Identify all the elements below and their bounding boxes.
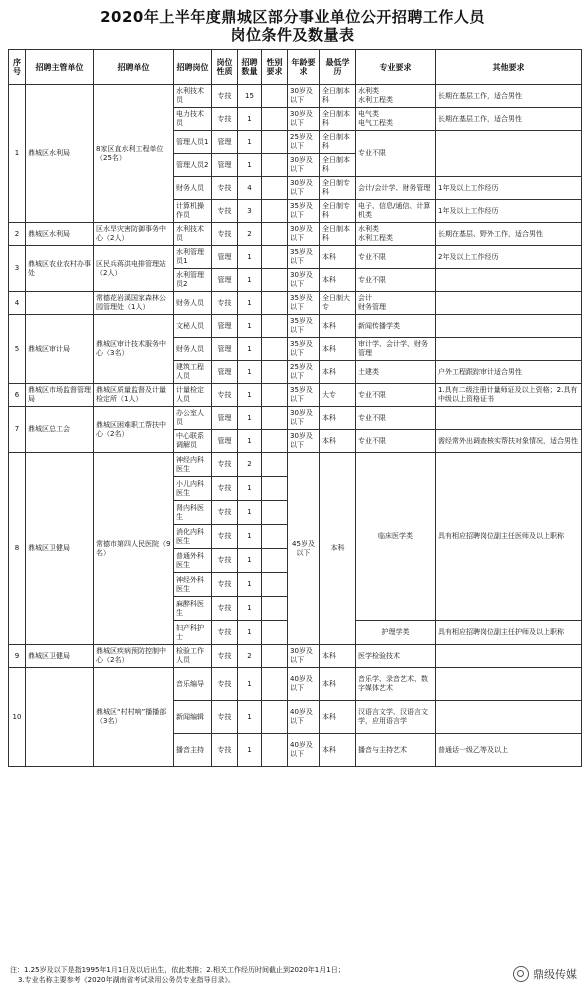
serial-number: 10 bbox=[9, 668, 26, 767]
post-name: 水利技术员 bbox=[174, 85, 212, 108]
post-type: 管理 bbox=[212, 407, 238, 430]
gender-cell bbox=[262, 525, 288, 549]
column-header: 招聘数量 bbox=[238, 50, 262, 85]
major-cell: 新闻传播学类 bbox=[356, 315, 436, 338]
post-count: 1 bbox=[238, 597, 262, 621]
age-cell: 30岁及以下 bbox=[288, 223, 320, 246]
education-cell: 本科 bbox=[320, 246, 356, 269]
post-count: 1 bbox=[238, 361, 262, 384]
post-type: 专技 bbox=[212, 501, 238, 525]
post-type: 专技 bbox=[212, 453, 238, 477]
post-count: 1 bbox=[238, 384, 262, 407]
gender-cell bbox=[262, 108, 288, 131]
table-row bbox=[9, 246, 582, 269]
gender-cell bbox=[262, 701, 288, 734]
post-count: 1 bbox=[238, 477, 262, 501]
department-cell bbox=[26, 292, 94, 315]
education-cell: 本科 bbox=[320, 645, 356, 668]
age-cell: 30岁及以下 bbox=[288, 430, 320, 453]
header-row bbox=[9, 50, 582, 85]
post-type: 管理 bbox=[212, 246, 238, 269]
education-cell: 本科 bbox=[320, 361, 356, 384]
other-cell: 需经常外出调查核实帮扶对象情况，适合男性 bbox=[436, 430, 582, 453]
gender-cell bbox=[262, 734, 288, 767]
organization-cell: 区水旱灾害防御事务中心（2人） bbox=[94, 223, 174, 246]
gender-cell bbox=[262, 549, 288, 573]
education-cell: 全日制本科 bbox=[320, 85, 356, 108]
department-cell: 鼎城区市场监督管理局 bbox=[26, 384, 94, 407]
other-cell bbox=[436, 645, 582, 668]
post-type: 管理 bbox=[212, 154, 238, 177]
other-cell bbox=[436, 269, 582, 292]
post-count: 1 bbox=[238, 407, 262, 430]
age-cell: 35岁及以下 bbox=[288, 315, 320, 338]
age-cell: 35岁及以下 bbox=[288, 246, 320, 269]
post-name: 普通外科医生 bbox=[174, 549, 212, 573]
other-cell: 1年及以上工作经历 bbox=[436, 200, 582, 223]
age-cell: 30岁及以下 bbox=[288, 269, 320, 292]
post-type: 管理 bbox=[212, 430, 238, 453]
age-cell: 30岁及以下 bbox=[288, 85, 320, 108]
age-cell: 25岁及以下 bbox=[288, 361, 320, 384]
serial-number: 7 bbox=[9, 407, 26, 453]
column-header: 性别要求 bbox=[262, 50, 288, 85]
post-name: 计算机操作员 bbox=[174, 200, 212, 223]
education-cell: 本科 bbox=[320, 338, 356, 361]
major-cell: 护理学类 bbox=[356, 621, 436, 645]
education-cell: 本科 bbox=[320, 269, 356, 292]
major-cell: 播音与主持艺术 bbox=[356, 734, 436, 767]
serial-number: 3 bbox=[9, 246, 26, 292]
major-cell: 土建类 bbox=[356, 361, 436, 384]
post-type: 专技 bbox=[212, 384, 238, 407]
serial-number: 1 bbox=[9, 85, 26, 223]
gender-cell bbox=[262, 131, 288, 154]
post-count: 15 bbox=[238, 85, 262, 108]
post-name: 消化内科医生 bbox=[174, 525, 212, 549]
post-count: 1 bbox=[238, 525, 262, 549]
organization-cell: 常德花岩溪国家森林公园管理处（1人） bbox=[94, 292, 174, 315]
post-name: 计量检定人员 bbox=[174, 384, 212, 407]
other-cell bbox=[436, 292, 582, 315]
serial-number: 6 bbox=[9, 384, 26, 407]
other-cell bbox=[436, 131, 582, 177]
organization-cell: 鼎城区疾病预防控制中心（2名） bbox=[94, 645, 174, 668]
age-cell: 40岁及以下 bbox=[288, 701, 320, 734]
other-cell: 1年及以上工作经历 bbox=[436, 177, 582, 200]
major-cell: 专业不限 bbox=[356, 407, 436, 430]
major-cell: 水利类 水利工程类 bbox=[356, 223, 436, 246]
table-row bbox=[9, 407, 582, 430]
department-cell: 鼎城区水利局 bbox=[26, 85, 94, 223]
document-subtitle: 岗位条件及数量表 bbox=[230, 26, 355, 44]
major-cell: 会计 财务管理 bbox=[356, 292, 436, 315]
major-cell: 专业不限 bbox=[356, 246, 436, 269]
post-name: 水利管理员2 bbox=[174, 269, 212, 292]
major-cell: 电气类 电气工程类 bbox=[356, 108, 436, 131]
gender-cell bbox=[262, 384, 288, 407]
department-cell: 鼎城区卫健局 bbox=[26, 453, 94, 645]
department-cell: 鼎城区农业农村办事处 bbox=[26, 246, 94, 292]
watermark bbox=[513, 966, 577, 982]
education-cell: 大专 bbox=[320, 384, 356, 407]
education-cell: 本科 bbox=[320, 315, 356, 338]
post-name: 水利管理员1 bbox=[174, 246, 212, 269]
gender-cell bbox=[262, 223, 288, 246]
post-name: 音乐编导 bbox=[174, 668, 212, 701]
post-type: 专技 bbox=[212, 597, 238, 621]
education-cell: 全日制本科 bbox=[320, 108, 356, 131]
post-name: 财务人员 bbox=[174, 338, 212, 361]
post-type: 管理 bbox=[212, 338, 238, 361]
post-type: 专技 bbox=[212, 525, 238, 549]
organization-cell: 鼎城区质量监督及计量检定所（1人） bbox=[94, 384, 174, 407]
other-cell: 具有相应招聘岗位副主任护师及以上职称 bbox=[436, 621, 582, 645]
post-type: 专技 bbox=[212, 621, 238, 645]
organization-cell: 鼎城区审计技术服务中心（3名） bbox=[94, 315, 174, 384]
post-type: 专技 bbox=[212, 477, 238, 501]
post-name: 管理人员1 bbox=[174, 131, 212, 154]
gender-cell bbox=[262, 501, 288, 525]
post-name: 肾内科医生 bbox=[174, 501, 212, 525]
organization-cell: 区民兵蒋洪电排管理站（2人） bbox=[94, 246, 174, 292]
column-header: 序号 bbox=[9, 50, 26, 85]
post-count: 1 bbox=[238, 108, 262, 131]
education-cell: 本科 bbox=[320, 430, 356, 453]
organization-cell: 鼎城区“村村响”播播部（3名） bbox=[94, 668, 174, 767]
major-cell: 专业不限 bbox=[356, 131, 436, 177]
department-cell: 鼎城区总工会 bbox=[26, 407, 94, 453]
post-count: 1 bbox=[238, 430, 262, 453]
age-cell: 30岁及以下 bbox=[288, 108, 320, 131]
post-count: 2 bbox=[238, 645, 262, 668]
document-title: 2020年上半年度鼎城区部分事业单位公开招聘工作人员 bbox=[100, 8, 485, 26]
other-cell bbox=[436, 315, 582, 338]
gender-cell bbox=[262, 597, 288, 621]
age-cell: 35岁及以下 bbox=[288, 292, 320, 315]
major-cell: 临床医学类 bbox=[356, 453, 436, 621]
post-count: 1 bbox=[238, 269, 262, 292]
other-cell: 普通话一级乙等及以上 bbox=[436, 734, 582, 767]
education-cell: 本科 bbox=[320, 453, 356, 645]
table-row bbox=[9, 384, 582, 407]
post-type: 专技 bbox=[212, 668, 238, 701]
watermark-logo-icon bbox=[513, 966, 529, 982]
post-name: 神经内科医生 bbox=[174, 453, 212, 477]
other-cell: 户外工程跟踪审计适合男性 bbox=[436, 361, 582, 384]
post-name: 新闻编辑 bbox=[174, 701, 212, 734]
gender-cell bbox=[262, 477, 288, 501]
post-type: 专技 bbox=[212, 573, 238, 597]
gender-cell bbox=[262, 645, 288, 668]
age-cell: 30岁及以下 bbox=[288, 177, 320, 200]
major-cell: 电子、信息/通信、计算机类 bbox=[356, 200, 436, 223]
post-count: 1 bbox=[238, 315, 262, 338]
column-header: 招聘岗位 bbox=[174, 50, 212, 85]
post-name: 妇产科护士 bbox=[174, 621, 212, 645]
age-cell: 35岁及以下 bbox=[288, 338, 320, 361]
education-cell: 全日制大专 bbox=[320, 292, 356, 315]
department-cell bbox=[26, 668, 94, 767]
serial-number: 2 bbox=[9, 223, 26, 246]
major-cell: 医学检验技术 bbox=[356, 645, 436, 668]
column-header: 其他要求 bbox=[436, 50, 582, 85]
post-type: 管理 bbox=[212, 131, 238, 154]
post-count: 1 bbox=[238, 621, 262, 645]
post-type: 专技 bbox=[212, 734, 238, 767]
table-row bbox=[9, 645, 582, 668]
serial-number: 4 bbox=[9, 292, 26, 315]
serial-number: 8 bbox=[9, 453, 26, 645]
age-cell: 45岁及以下 bbox=[288, 453, 320, 645]
post-type: 专技 bbox=[212, 200, 238, 223]
major-cell: 审计学、会计学、财务管理 bbox=[356, 338, 436, 361]
age-cell: 40岁及以下 bbox=[288, 668, 320, 701]
post-type: 专技 bbox=[212, 223, 238, 246]
education-cell: 全日制本科 bbox=[320, 223, 356, 246]
table-row bbox=[9, 668, 582, 701]
gender-cell bbox=[262, 573, 288, 597]
other-cell: 长期在基层工作，适合男性 bbox=[436, 108, 582, 131]
footnote bbox=[10, 965, 480, 985]
department-cell: 鼎城区审计局 bbox=[26, 315, 94, 384]
gender-cell bbox=[262, 430, 288, 453]
post-name: 管理人员2 bbox=[174, 154, 212, 177]
gender-cell bbox=[262, 177, 288, 200]
other-cell: 长期在基层工作，适合男性 bbox=[436, 85, 582, 108]
other-cell: 2年及以上工作经历 bbox=[436, 246, 582, 269]
post-count: 2 bbox=[238, 223, 262, 246]
post-name: 建筑工程人员 bbox=[174, 361, 212, 384]
post-name: 神经外科医生 bbox=[174, 573, 212, 597]
education-cell: 本科 bbox=[320, 407, 356, 430]
gender-cell bbox=[262, 269, 288, 292]
post-name: 文秘人员 bbox=[174, 315, 212, 338]
organization-cell: 常德市第四人民医院（9名） bbox=[94, 453, 174, 645]
post-name: 播音主持 bbox=[174, 734, 212, 767]
post-count: 1 bbox=[238, 701, 262, 734]
post-count: 1 bbox=[238, 338, 262, 361]
major-cell: 汉语言文学、汉语言文学，应用语言学 bbox=[356, 701, 436, 734]
major-cell: 音乐学、录音艺术、数字媒体艺术 bbox=[356, 668, 436, 701]
organization-cell: 8家区直水利工程单位（25名） bbox=[94, 85, 174, 223]
footnote-line: 注：1.25岁及以下是指1995年1月1日及以后出生，依此类推；2.相关工作经历时间截止到2020年1月1日； bbox=[10, 966, 345, 974]
department-cell: 鼎城区水利局 bbox=[26, 223, 94, 246]
education-cell: 本科 bbox=[320, 734, 356, 767]
column-header: 年龄要求 bbox=[288, 50, 320, 85]
post-type: 专技 bbox=[212, 701, 238, 734]
post-name: 水利技术员 bbox=[174, 223, 212, 246]
column-header: 招聘主管单位 bbox=[26, 50, 94, 85]
post-count: 1 bbox=[238, 573, 262, 597]
gender-cell bbox=[262, 246, 288, 269]
post-type: 专技 bbox=[212, 292, 238, 315]
table-row bbox=[9, 223, 582, 246]
column-header: 最低学历 bbox=[320, 50, 356, 85]
post-name: 电力技术员 bbox=[174, 108, 212, 131]
age-cell: 30岁及以下 bbox=[288, 154, 320, 177]
education-cell: 本科 bbox=[320, 701, 356, 734]
education-cell: 全日制本科 bbox=[320, 154, 356, 177]
post-count: 1 bbox=[238, 549, 262, 573]
major-cell: 专业不限 bbox=[356, 269, 436, 292]
age-cell: 35岁及以下 bbox=[288, 384, 320, 407]
gender-cell bbox=[262, 200, 288, 223]
gender-cell bbox=[262, 361, 288, 384]
post-type: 专技 bbox=[212, 645, 238, 668]
post-name: 麻醉科医生 bbox=[174, 597, 212, 621]
major-cell: 专业不限 bbox=[356, 384, 436, 407]
education-cell: 全日制专科 bbox=[320, 200, 356, 223]
table-row bbox=[9, 315, 582, 338]
education-cell: 全日制本科 bbox=[320, 131, 356, 154]
major-cell: 会计/会计学、财务管理 bbox=[356, 177, 436, 200]
other-cell bbox=[436, 701, 582, 734]
post-type: 管理 bbox=[212, 315, 238, 338]
other-cell: 具有相应招聘岗位副主任医师及以上职称 bbox=[436, 453, 582, 621]
post-type: 专技 bbox=[212, 85, 238, 108]
gender-cell bbox=[262, 407, 288, 430]
post-count: 1 bbox=[238, 154, 262, 177]
column-header: 岗位性质 bbox=[212, 50, 238, 85]
major-cell: 水利类 水利工程类 bbox=[356, 85, 436, 108]
age-cell: 30岁及以下 bbox=[288, 407, 320, 430]
post-name: 办公室人员 bbox=[174, 407, 212, 430]
recruitment-table bbox=[8, 49, 582, 767]
gender-cell bbox=[262, 453, 288, 477]
department-cell: 鼎城区卫健局 bbox=[26, 645, 94, 668]
post-type: 专技 bbox=[212, 549, 238, 573]
post-name: 财务人员 bbox=[174, 177, 212, 200]
major-cell: 专业不限 bbox=[356, 430, 436, 453]
post-count: 3 bbox=[238, 200, 262, 223]
table-row bbox=[9, 292, 582, 315]
organization-cell: 鼎城区困难职工帮扶中心（2名） bbox=[94, 407, 174, 453]
column-header: 专业要求 bbox=[356, 50, 436, 85]
other-cell bbox=[436, 668, 582, 701]
post-type: 管理 bbox=[212, 361, 238, 384]
gender-cell bbox=[262, 621, 288, 645]
post-count: 2 bbox=[238, 453, 262, 477]
serial-number: 9 bbox=[9, 645, 26, 668]
post-name: 小儿内科医生 bbox=[174, 477, 212, 501]
gender-cell bbox=[262, 85, 288, 108]
post-name: 财务人员 bbox=[174, 292, 212, 315]
gender-cell bbox=[262, 154, 288, 177]
other-cell: 长期在基层、野外工作，适合男性 bbox=[436, 223, 582, 246]
other-cell bbox=[436, 407, 582, 430]
post-name: 中心联系调解员 bbox=[174, 430, 212, 453]
age-cell: 40岁及以下 bbox=[288, 734, 320, 767]
post-count: 1 bbox=[238, 734, 262, 767]
post-name: 检验工作人员 bbox=[174, 645, 212, 668]
serial-number: 5 bbox=[9, 315, 26, 384]
footnote-line: 3.专业名称主要参考《2020年湖南省考试录用公务员专业指导目录》。 bbox=[18, 976, 235, 984]
gender-cell bbox=[262, 338, 288, 361]
other-cell: 1.具有二级注册计量师证及以上资格；2.具有中级以上资格证书 bbox=[436, 384, 582, 407]
gender-cell bbox=[262, 292, 288, 315]
gender-cell bbox=[262, 315, 288, 338]
post-type: 专技 bbox=[212, 177, 238, 200]
post-count: 1 bbox=[238, 668, 262, 701]
column-header: 招聘单位 bbox=[94, 50, 174, 85]
age-cell: 30岁及以下 bbox=[288, 645, 320, 668]
education-cell: 全日制专科 bbox=[320, 177, 356, 200]
post-count: 1 bbox=[238, 246, 262, 269]
post-count: 1 bbox=[238, 501, 262, 525]
post-count: 4 bbox=[238, 177, 262, 200]
post-type: 管理 bbox=[212, 269, 238, 292]
post-count: 1 bbox=[238, 131, 262, 154]
other-cell bbox=[436, 338, 582, 361]
table-row bbox=[9, 85, 582, 108]
age-cell: 25岁及以下 bbox=[288, 131, 320, 154]
post-type: 专技 bbox=[212, 108, 238, 131]
gender-cell bbox=[262, 668, 288, 701]
education-cell: 本科 bbox=[320, 668, 356, 701]
age-cell: 35岁及以下 bbox=[288, 200, 320, 223]
post-count: 1 bbox=[238, 292, 262, 315]
table-row bbox=[9, 453, 582, 477]
watermark-text: 鼎级传媒 bbox=[533, 968, 577, 981]
